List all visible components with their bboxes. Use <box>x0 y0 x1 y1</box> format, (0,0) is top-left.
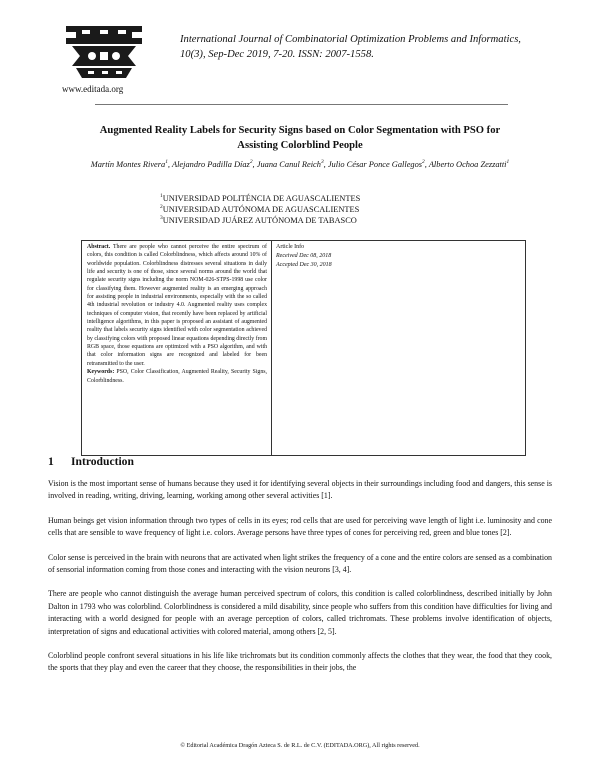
footer-copyright: © Editorial Académica Dragón Azteca S. de R.L. de C.V. (EDITADA.ORG), All rights reserved. <box>180 742 420 749</box>
affiliation-list <box>160 193 500 226</box>
paragraph: Human beings get vision information through two types of cells in its eyes; rod cells that are used for perceiving wave length of light i.e. luminosity and cone cells that are sensible to wave frequency of light i.e. colors. Average persons have three types of cones for perceiving red, green and blue tones [2]. <box>48 515 552 538</box>
keywords-label: Keywords: <box>87 369 115 376</box>
journal-citation: International Journal of Combinatorial Optimization Problems and Informatics, 10(3), Sep-Dec 2019, 7-20. ISSN: 2007-1558. <box>180 34 521 60</box>
keywords-text: PSO, Color Classification, Augmented Reality, Security Signs, Colorblindness. <box>87 369 267 384</box>
author-name: Alberto Ochoa Zezzatti <box>428 160 507 169</box>
section-title: Introduction <box>71 455 134 468</box>
author-name: Alejandro Padilla Díaz <box>171 160 250 169</box>
header-rule <box>95 104 508 105</box>
accepted-date: Accepted Dec 30, 2018 <box>276 262 332 268</box>
abstract-text: There are people who cannot perceive the entire spectrum of colors, this condition is called Colorblindness, which affects around 10% of worldwide population. Colorblindness distresses several situations in daily life and security is one of those, since several norms around the world that regulate security signs including the norm NOM-026-STPS-1998 use color for classifying them. However augmented reality is an emerging approach for assisting people in industrial environments, especially with the so called 4th industrial revolution or industry 4.0. Augmented reality uses complex techniques of computer vision, that recently have been replaced by artificial intelligence algorithms, in this paper is proposed an assistant of augmented reality that labels security signs identified with color segmentation achieved by classifying colors with proposed linear equations depending directly from RGB space, those equations are optimized with a PSO algorithm, and with that color information signs are recognized and labeled for been retransmitted to the user. <box>87 244 267 367</box>
author-name: Martín Montes Rivera <box>90 160 166 169</box>
affiliation-item: $^1$UNIVERSIDAD POLITÉNCIA DE AGUASCALIENTES <box>160 193 361 203</box>
received-date: Received Dec 08, 2018 <box>276 253 332 259</box>
affiliation-item: $^3$UNIVERSIDAD JUÁREZ AUTÓNOMA DE TABASCO <box>160 215 357 225</box>
article-info-label: Article Info <box>276 244 305 250</box>
paragraph: There are people who cannot distinguish the average human perceived spectrum of colors, this condition is called colorblindness, described initially by John Dalton in 1793 who was colorblind. Colorblindness is considered a mild disability, since people who suffers from this condition have difficulties for living and interacting with a world designed for people with an average perception of colors, called trichromats. These problems involve identification of objects, interpretation of signs and educational activities with colored material, among others [2, 5]. <box>48 589 552 636</box>
abstract-box-divider <box>271 240 272 456</box>
paragraph: Vision is the most important sense of humans because they used it for identifying several objects in their surroundings including food and dangers, this sense is involved in reading, writing, driving, learning, working among other several activities [1]. <box>48 479 552 501</box>
paragraph: Colorblind people confront several situations in his life like trichromats but its condition commonly affects the clothes that they wear, the food that they cook, the sports that they play and even the career that they choose, the responsibilities in their jobs, the <box>48 651 552 673</box>
section-body <box>48 478 552 687</box>
article-info <box>276 243 516 270</box>
abstract <box>87 243 267 385</box>
author-name: Juana Canul Reich <box>256 160 321 169</box>
affiliation-item: $^2$UNIVERSIDAD AUTÓNOMA DE AGUASCALIENTES <box>160 204 360 214</box>
author-list: Martín Montes Rivera$^1$, Alejandro Padilla Díaz$^2$, Juana Canul Reich$^3$, Julio César Ponce Gallegos$^2$, Alberto Ochoa Zezzatti$^1$ <box>90 159 510 169</box>
paragraph: Color sense is perceived in the brain with neurons that are activated when light strikes the frequency of a cone and the entire colors are sensed as a combination of sensorial information coming from those cones and interacting with the vision neurons [3, 4]. <box>48 552 552 575</box>
section-heading <box>48 455 134 468</box>
author-name: Julio César Ponce Gallegos <box>327 160 423 169</box>
abstract-label: Abstract. <box>87 244 111 250</box>
paper-title: Augmented Reality Labels for Security Signs based on Color Segmentation with PSO for Assisting Colorblind People <box>99 125 501 151</box>
website-link[interactable]: www.editada.org <box>62 84 124 94</box>
aztec-glyph-logo-icon <box>62 22 146 80</box>
section-number: 1 <box>48 455 54 468</box>
